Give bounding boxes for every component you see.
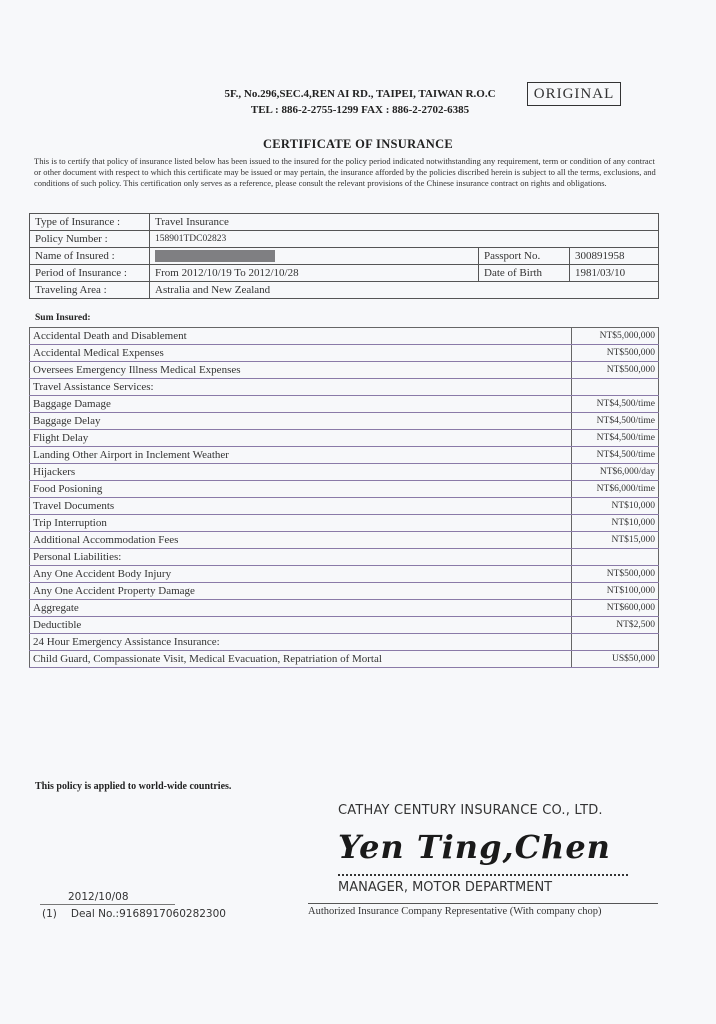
info-row-name xyxy=(30,248,659,265)
coverage-row xyxy=(30,396,659,413)
name-label: Name of Insured : xyxy=(30,248,150,265)
authorized-representative: Authorized Insurance Company Representative (With company chop) xyxy=(308,906,602,917)
coverage-row xyxy=(30,379,659,396)
coverage-row xyxy=(30,345,659,362)
type-value: Travel Insurance xyxy=(150,214,659,231)
coverage-amount: US$50,000 xyxy=(572,651,659,668)
coverage-item: Any One Accident Property Damage xyxy=(30,583,572,600)
coverage-amount: NT$2,500 xyxy=(572,617,659,634)
authorized-rule xyxy=(308,903,658,904)
coverage-amount: NT$4,500/time xyxy=(572,396,659,413)
info-row-policy xyxy=(30,231,659,248)
worldwide-note: This policy is applied to world-wide countries. xyxy=(35,781,232,792)
coverage-amount: NT$4,500/time xyxy=(572,430,659,447)
coverage-amount: NT$10,000 xyxy=(572,515,659,532)
coverage-item: Accidental Medical Expenses xyxy=(30,345,572,362)
deal-number-line xyxy=(42,908,226,920)
coverage-amount: NT$4,500/time xyxy=(572,413,659,430)
coverage-row xyxy=(30,515,659,532)
coverage-row xyxy=(30,549,659,566)
coverage-item: Deductible xyxy=(30,617,572,634)
policy-label: Policy Number : xyxy=(30,231,150,248)
coverage-row xyxy=(30,651,659,668)
area-value: Astralia and New Zealand xyxy=(150,282,659,299)
company-header xyxy=(150,86,570,118)
coverage-item: Landing Other Airport in Inclement Weather xyxy=(30,447,572,464)
coverage-item: Travel Documents xyxy=(30,498,572,515)
coverage-item: Personal Liabilities: xyxy=(30,549,572,566)
coverage-amount: NT$100,000 xyxy=(572,583,659,600)
coverage-amount: NT$500,000 xyxy=(572,362,659,379)
insurer-name: CATHAY CENTURY INSURANCE CO., LTD. xyxy=(338,803,603,818)
coverage-row xyxy=(30,447,659,464)
type-label: Type of Insurance : xyxy=(30,214,150,231)
coverage-item: Baggage Damage xyxy=(30,396,572,413)
coverage-row xyxy=(30,566,659,583)
coverage-item: Oversees Emergency Illness Medical Expenses xyxy=(30,362,572,379)
coverage-amount: NT$500,000 xyxy=(572,345,659,362)
info-row-type xyxy=(30,214,659,231)
coverage-amount: NT$15,000 xyxy=(572,532,659,549)
date-rule xyxy=(40,904,175,905)
coverage-amount: NT$10,000 xyxy=(572,498,659,515)
coverage-row xyxy=(30,430,659,447)
coverage-amount: NT$6,000/time xyxy=(572,481,659,498)
document-title: CERTIFICATE OF INSURANCE xyxy=(262,137,454,151)
coverage-row xyxy=(30,362,659,379)
coverage-row xyxy=(30,617,659,634)
coverage-row xyxy=(30,498,659,515)
coverage-item: Aggregate xyxy=(30,600,572,617)
coverage-amount: NT$4,500/time xyxy=(572,447,659,464)
deal-number: Deal No.:9168917060282300 xyxy=(70,908,226,920)
company-contact: TEL : 886-2-2755-1299 FAX : 886-2-2702-6385 xyxy=(250,104,470,116)
coverage-item: Travel Assistance Services: xyxy=(30,379,572,396)
company-address: 5F., No.296,SEC.4,REN AI RD., TAIPEI, TAIWAN R.O.C xyxy=(224,88,496,100)
passport-label: Passport No. xyxy=(479,248,570,265)
coverage-row xyxy=(30,328,659,345)
coverage-row xyxy=(30,583,659,600)
passport-value: 300891958 xyxy=(570,248,659,265)
intro-paragraph: This is to certify that policy of insurance listed below has been issued to the insured for the policy period indicated notwithstanding any requirement, term or condition of any contract or other document with respect to which this certificate may be issued or may pertain, the insurance afforded by the policies discribed herein is subject to all the terms, exclusions, and conditions of such policy. This certification only serves as a reference, please consult the relevant provisions of the Chinese insurance contract on rights and obligations. xyxy=(34,156,656,188)
coverage-item: Baggage Delay xyxy=(30,413,572,430)
coverage-amount xyxy=(572,379,659,396)
coverage-item: Food Posioning xyxy=(30,481,572,498)
dob-value: 1981/03/10 xyxy=(570,265,659,282)
coverage-item: Additional Accommodation Fees xyxy=(30,532,572,549)
deal-index: (1) xyxy=(42,908,57,920)
coverage-amount: NT$6,000/day xyxy=(572,464,659,481)
coverage-amount: NT$5,000,000 xyxy=(572,328,659,345)
original-stamp: ORIGINAL xyxy=(527,82,621,106)
issue-date: 2012/10/08 xyxy=(68,891,129,903)
coverage-row xyxy=(30,413,659,430)
info-row-period xyxy=(30,265,659,282)
coverage-amount: NT$500,000 xyxy=(572,566,659,583)
coverage-item: Any One Accident Body Injury xyxy=(30,566,572,583)
coverage-item: Trip Interruption xyxy=(30,515,572,532)
signature-dotted-line xyxy=(338,874,628,876)
coverage-row xyxy=(30,600,659,617)
coverage-item: Flight Delay xyxy=(30,430,572,447)
coverage-row xyxy=(30,464,659,481)
policy-info-table xyxy=(29,213,659,299)
dob-label: Date of Birth xyxy=(479,265,570,282)
period-value: From 2012/10/19 To 2012/10/28 xyxy=(150,265,479,282)
coverage-item: Hijackers xyxy=(30,464,572,481)
name-value xyxy=(150,248,479,265)
coverage-amount: NT$600,000 xyxy=(572,600,659,617)
redacted-name xyxy=(155,250,275,262)
coverage-item: 24 Hour Emergency Assistance Insurance: xyxy=(30,634,572,651)
signature: Yen Ting,Chen xyxy=(338,828,611,866)
coverage-row xyxy=(30,634,659,651)
info-row-area xyxy=(30,282,659,299)
coverage-table xyxy=(29,327,659,668)
coverage-amount xyxy=(572,549,659,566)
area-label: Traveling Area : xyxy=(30,282,150,299)
coverage-item: Child Guard, Compassionate Visit, Medical Evacuation, Repatriation of Mortal xyxy=(30,651,572,668)
coverage-row xyxy=(30,481,659,498)
signatory-title: MANAGER, MOTOR DEPARTMENT xyxy=(338,880,553,895)
coverage-amount xyxy=(572,634,659,651)
policy-value: 158901TDC02823 xyxy=(150,231,659,248)
period-label: Period of Insurance : xyxy=(30,265,150,282)
coverage-row xyxy=(30,532,659,549)
sum-insured-label: Sum Insured: xyxy=(35,313,91,323)
coverage-item: Accidental Death and Disablement xyxy=(30,328,572,345)
